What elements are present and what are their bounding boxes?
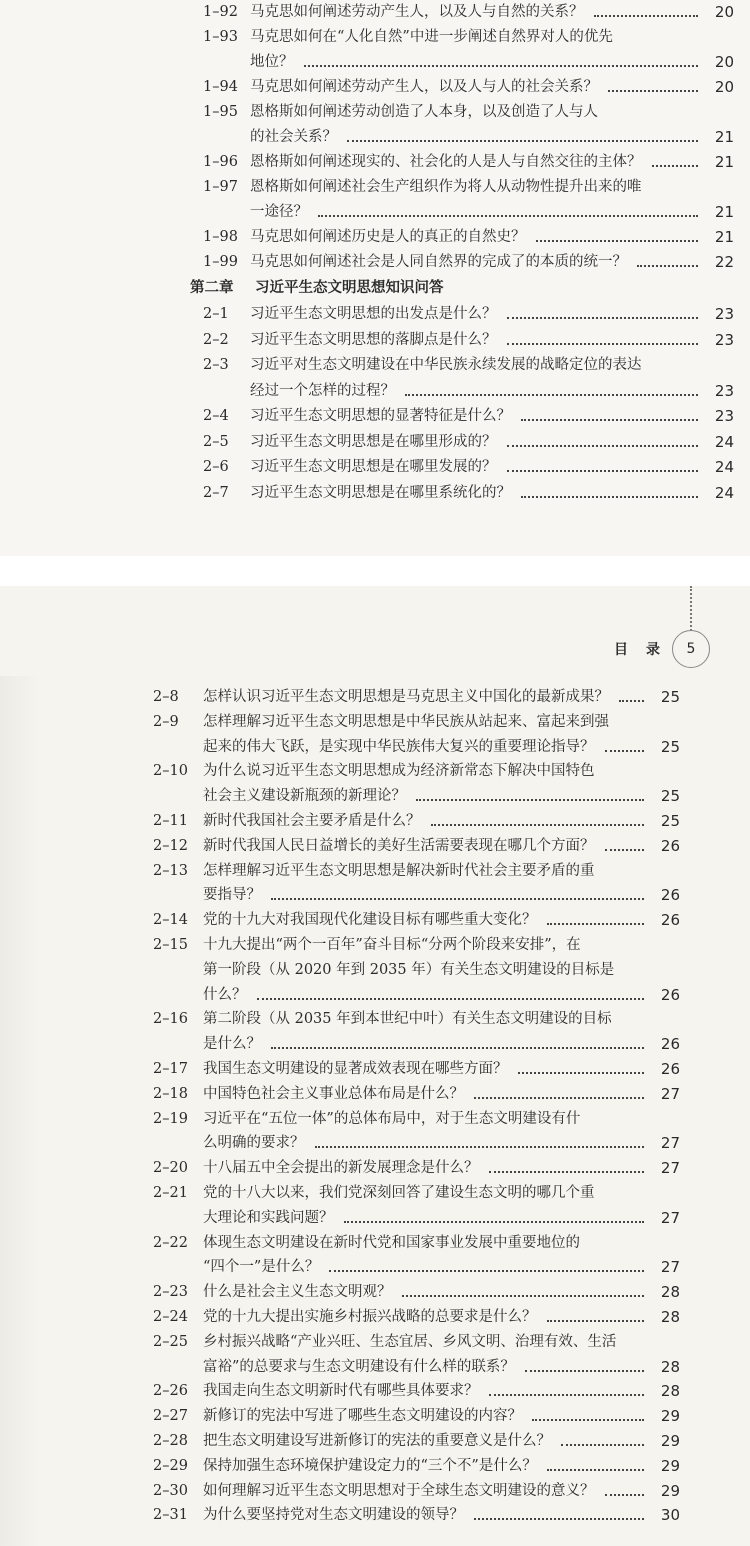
toc-entry-number: 2–10 <box>153 763 188 780</box>
toc-entry-number: 2–31 <box>153 1507 188 1524</box>
toc-entry-title: 为什么要坚持党对生态文明建设的领导？ <box>203 1507 464 1524</box>
toc-entry-page: 24 <box>714 432 734 451</box>
toc-entry-title: 恩格斯如何阐述社会生产组织作为将人从动物性提升出来的唯 <box>250 179 642 195</box>
toc-entry-number: 2–1 <box>203 306 229 322</box>
toc-entry-title: 一途径？ <box>250 204 308 220</box>
toc-entry-title: 恩格斯如何阐述劳动创造了人本身，以及创造了人与人 <box>250 104 598 120</box>
toc-entry-number: 2–30 <box>153 1482 188 1499</box>
dot-leader <box>315 1146 644 1148</box>
toc-entry-title: 地位？ <box>250 54 294 70</box>
toc-entry-number: 2–11 <box>153 813 188 829</box>
toc-entry-page: 28 <box>660 1283 680 1302</box>
toc-entry-number: 2–7 <box>203 484 229 501</box>
toc-entry-page: 26 <box>660 836 680 855</box>
toc-entry-number: 2–14 <box>153 912 188 929</box>
toc-entry-number: 2–23 <box>153 1284 188 1301</box>
dot-leader <box>536 240 698 242</box>
toc-entry-number: 2–3 <box>203 357 229 373</box>
toc-entry-page: 20 <box>714 53 734 71</box>
toc-entry-number: 1–99 <box>203 254 238 270</box>
toc-entry-page: 22 <box>714 253 734 271</box>
toc-entry-number: 2–24 <box>153 1309 188 1325</box>
dot-leader <box>431 824 644 826</box>
toc-entry-title: 恩格斯如何阐述现实的、社会化的人是人与自然交往的主体？ <box>250 154 642 170</box>
toc-entry-page: 28 <box>660 1308 680 1326</box>
toc-entry-page: 25 <box>660 737 680 756</box>
toc-entry-number: 2–15 <box>153 937 188 953</box>
dot-leader <box>605 1494 644 1496</box>
toc-entry-number: 2–16 <box>153 1011 188 1028</box>
toc-entry-number: 2–22 <box>153 1234 188 1251</box>
toc-entry-page: 20 <box>714 3 734 21</box>
toc-entry-title: 马克思如何阐述劳动产生人，以及人与人的社会关系？ <box>250 79 598 95</box>
toc-entry-page: 20 <box>714 78 734 96</box>
toc-entry-title: 习近平生态文明思想的显著特征是什么？ <box>250 408 511 424</box>
dot-leader <box>561 1444 644 1446</box>
toc-entry-title: 马克思如何阐述劳动产生人，以及人与自然的关系？ <box>250 4 584 20</box>
toc-entry-title: 中国特色社会主义事业总体布局是什么？ <box>203 1085 464 1102</box>
toc-entry-page: 29 <box>660 1481 680 1500</box>
toc-entry-page: 27 <box>660 1159 680 1178</box>
toc-entry-title: 为什么说习近平生态文明思想成为经济新常态下解决中国特色 <box>203 763 595 780</box>
chapter-number: 第二章 <box>190 280 234 296</box>
toc-entry-title: “四个一”是什么？ <box>203 1259 320 1276</box>
dot-leader <box>416 799 644 801</box>
toc-entry-title: 马克思如何阐述社会是人同自然界的完成了的本质的统一？ <box>250 254 627 270</box>
toc-entry-title: 习近平生态文明思想的出发点是什么？ <box>250 306 497 322</box>
dot-leader <box>489 1394 644 1396</box>
toc-entry-page: 21 <box>714 128 734 146</box>
dot-leader <box>271 1047 644 1049</box>
toc-entry-number: 1–94 <box>203 79 238 95</box>
toc-entry-title: 我国生态文明建设的显著成效表现在哪些方面？ <box>203 1061 508 1077</box>
toc-entry-number: 1–98 <box>203 229 238 245</box>
toc-entry-title: 十八届五中全会提出的新发展理念是什么？ <box>203 1160 479 1177</box>
toc-entry-page: 21 <box>714 203 734 221</box>
toc-entry-page: 23 <box>714 381 734 400</box>
toc-entry-title: 起来的伟大飞跃，是实现中华民族伟大复兴的重要理论指导？ <box>203 738 595 755</box>
dot-leader <box>637 265 698 267</box>
toc-entry-number: 2–21 <box>153 1185 188 1201</box>
toc-entry-title: 第二阶段（从 2035 年到本世纪中叶）有关生态文明建设的目标 <box>203 1011 612 1028</box>
toc-entry-title: 什么？ <box>203 986 247 1003</box>
toc-entry-title: 乡村振兴战略“产业兴旺、生态宜居、乡风文明、治理有效、生活 <box>203 1333 617 1350</box>
toc-entry-title: 要指导？ <box>203 887 261 904</box>
dot-leader <box>547 1469 644 1471</box>
toc-entry-number: 2–18 <box>153 1085 188 1102</box>
toc-entry-number: 1–95 <box>203 104 238 120</box>
page-spine-shadow <box>0 676 40 1546</box>
toc-entry-title: 富裕”的总要求与生态文明建设有什么样的联系？ <box>203 1358 515 1375</box>
toc-entry-number: 2–27 <box>153 1408 188 1425</box>
toc-entry-page: 24 <box>714 458 734 476</box>
dot-leader <box>257 998 644 1000</box>
toc-entry-number: 2–5 <box>203 433 229 450</box>
toc-entry-page: 27 <box>660 1208 680 1227</box>
toc-entry-number: 2–6 <box>203 459 229 475</box>
toc-entry-number: 2–19 <box>153 1110 188 1127</box>
toc-entry-title: 的社会关系？ <box>250 129 337 145</box>
toc-entry-title: 怎样认识习近平生态文明思想是马克思主义中国化的最新成果？ <box>203 689 609 705</box>
toc-entry-title: 党的十九大提出实施乡村振兴战略的总要求是什么？ <box>203 1309 537 1325</box>
dot-leader <box>405 394 698 396</box>
toc-entry-title: 党的十九大对我国现代化建设目标有哪些重大变化？ <box>203 912 537 929</box>
toc-entry-number: 2–20 <box>153 1160 188 1177</box>
dot-leader <box>525 1370 644 1372</box>
toc-entry-number: 1–92 <box>203 4 238 20</box>
toc-entry-page: 23 <box>714 407 734 425</box>
toc-entry-number: 2–4 <box>203 408 229 424</box>
dot-leader <box>344 1221 644 1223</box>
toc-entry-number: 2–8 <box>153 689 179 705</box>
dot-leader <box>507 317 698 319</box>
toc-entry-number: 1–96 <box>203 154 238 170</box>
dot-leader <box>605 750 644 752</box>
toc-entry-number: 2–17 <box>153 1061 188 1077</box>
dot-leader <box>402 1295 644 1297</box>
toc-entry-page: 25 <box>660 787 680 806</box>
toc-entry-title: 经过一个怎样的过程？ <box>250 382 395 399</box>
dot-leader <box>318 215 698 217</box>
dot-leader <box>594 15 698 17</box>
toc-entry-page: 24 <box>714 483 734 502</box>
dot-leader <box>619 700 644 702</box>
toc-entry-number: 2–2 <box>203 331 229 348</box>
header-dotted-line <box>690 586 692 631</box>
toc-page-lower <box>0 586 750 1546</box>
toc-entry-page: 27 <box>660 1084 680 1103</box>
toc-entry-page: 30 <box>660 1506 680 1525</box>
toc-entry-page: 26 <box>660 911 680 930</box>
toc-entry-title: 习近平生态文明思想的落脚点是什么？ <box>250 331 497 348</box>
dot-leader <box>521 419 698 421</box>
toc-entry-title: 新时代我国社会主要矛盾是什么？ <box>203 813 421 829</box>
toc-entry-page: 25 <box>660 688 680 706</box>
toc-entry-title: 什么是社会主义生态文明观？ <box>203 1284 392 1301</box>
toc-entry-page: 23 <box>714 330 734 349</box>
toc-entry-title: 把生态文明建设写进新修订的宪法的重要意义是什么？ <box>203 1433 551 1449</box>
toc-entry-number: 2–25 <box>153 1333 188 1350</box>
dot-leader <box>474 1518 644 1520</box>
toc-page-upper <box>0 0 750 556</box>
toc-entry-title: 保持加强生态环境保护建设定力的“三个不”是什么？ <box>203 1457 537 1474</box>
toc-entry-page: 29 <box>660 1407 680 1426</box>
toc-entry-title: 么明确的要求？ <box>203 1135 305 1152</box>
toc-entry-title: 习近平生态文明思想是在哪里发展的？ <box>250 459 497 475</box>
toc-entry-page: 26 <box>660 1035 680 1054</box>
dot-leader <box>547 923 644 925</box>
toc-entry-page: 23 <box>714 305 734 323</box>
dot-leader <box>547 1320 644 1322</box>
dot-leader <box>474 1097 644 1099</box>
toc-entry-number: 1–97 <box>203 179 238 195</box>
dot-leader <box>532 1419 644 1421</box>
toc-entry-page: 21 <box>714 153 734 171</box>
chapter-title: 习近平生态文明思想知识问答 <box>255 280 444 296</box>
dot-leader <box>329 1270 644 1272</box>
toc-entry-title: 新修订的宪法中写进了哪些生态文明建设的内容？ <box>203 1408 522 1425</box>
toc-entry-title: 习近平生态文明思想是在哪里系统化的？ <box>250 484 511 501</box>
toc-entry-number: 2–9 <box>153 713 179 730</box>
toc-entry-page: 28 <box>660 1382 680 1401</box>
toc-entry-number: 2–26 <box>153 1383 188 1400</box>
dot-leader <box>489 1171 644 1173</box>
page-gap <box>0 556 750 586</box>
toc-entry-page: 27 <box>660 1134 680 1153</box>
toc-entry-title: 马克思如何在“人化自然”中进一步阐述自然界对人的优先 <box>250 29 613 45</box>
toc-entry-title: 是什么？ <box>203 1036 261 1053</box>
toc-entry-title: 第一阶段（从 2020 年到 2035 年）有关生态文明建设的目标是 <box>203 961 615 978</box>
toc-entry-title: 体现生态文明建设在新时代党和国家事业发展中重要地位的 <box>203 1234 580 1251</box>
toc-entry-title: 社会主义建设新瓶颈的新理论？ <box>203 788 406 805</box>
toc-entry-title: 马克思如何阐述历史是人的真正的自然史？ <box>250 229 526 245</box>
header-page-number: 5 <box>672 630 710 668</box>
toc-entry-page: 29 <box>660 1432 680 1450</box>
dot-leader <box>304 65 698 67</box>
dot-leader <box>507 470 698 472</box>
toc-entry-number: 2–12 <box>153 837 188 854</box>
toc-entry-page: 27 <box>660 1258 680 1277</box>
toc-entry-title: 习近平在“五位一体”的总体布局中，对于生态文明建设有什 <box>203 1110 581 1127</box>
toc-entry-number: 1–93 <box>203 29 238 45</box>
dot-leader <box>605 849 644 851</box>
toc-entry-title: 如何理解习近平生态文明思想对于全球生态文明建设的意义？ <box>203 1482 595 1499</box>
dot-leader <box>608 90 698 92</box>
toc-entry-page: 26 <box>660 886 680 905</box>
toc-entry-number: 2–13 <box>153 862 188 879</box>
toc-entry-title: 习近平对生态文明建设在中华民族永续发展的战略定位的表达 <box>250 357 642 373</box>
dot-leader <box>507 343 698 345</box>
header-title: 目录 <box>614 642 678 658</box>
toc-entry-title: 习近平生态文明思想是在哪里形成的？ <box>250 433 497 450</box>
toc-entry-number: 2–28 <box>153 1433 188 1449</box>
dot-leader <box>271 898 644 900</box>
toc-entry-page: 26 <box>660 1060 680 1078</box>
toc-entry-title: 大理论和实践问题？ <box>203 1209 334 1226</box>
toc-entry-title: 怎样理解习近平生态文明思想是解决新时代社会主要矛盾的重 <box>203 862 595 879</box>
dot-leader <box>521 496 698 498</box>
toc-entry-page: 29 <box>660 1456 680 1475</box>
toc-entry-page: 25 <box>660 812 680 830</box>
toc-entry-page: 28 <box>660 1357 680 1376</box>
dot-leader <box>652 165 698 167</box>
dot-leader <box>507 445 698 447</box>
toc-entry-page: 21 <box>714 228 734 246</box>
dot-leader <box>518 1072 644 1074</box>
toc-entry-title: 我国走向生态文明新时代有哪些具体要求？ <box>203 1383 479 1400</box>
toc-entry-page: 26 <box>660 985 680 1004</box>
toc-entry-number: 2–29 <box>153 1457 188 1474</box>
dot-leader <box>347 140 698 142</box>
toc-entry-title: 怎样理解习近平生态文明思想是中华民族从站起来、富起来到强 <box>203 713 609 730</box>
toc-entry-title: 党的十八大以来，我们党深刻回答了建设生态文明的哪几个重 <box>203 1185 595 1201</box>
toc-entry-title: 十九大提出“两个一百年”奋斗目标“分两个阶段来安排”，在 <box>203 937 581 953</box>
toc-entry-title: 新时代我国人民日益增长的美好生活需要表现在哪几个方面？ <box>203 837 595 854</box>
